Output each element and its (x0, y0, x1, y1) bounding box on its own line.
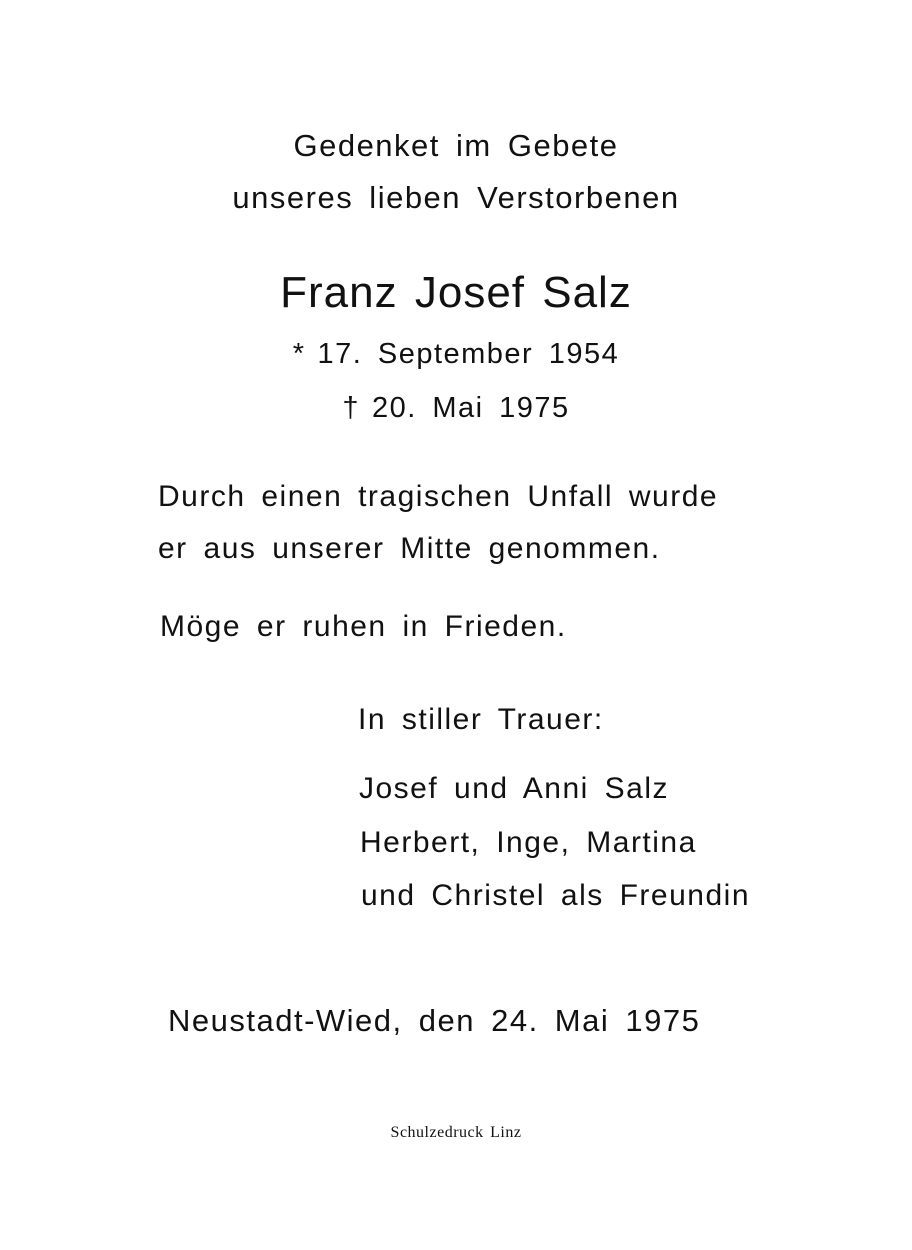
birth-star-icon: * (292, 338, 306, 370)
place-and-date: Neustadt-Wied, den 24. Mai 1975 (168, 1003, 701, 1038)
mourners-line-3: und Christel als Freundin (361, 879, 751, 912)
text-line-1: Durch einen tragischen Unfall wurde (158, 480, 719, 513)
text-line-3: Möge er ruhen in Frieden. (160, 610, 567, 643)
death-date: 20. Mai 1975 (371, 392, 570, 424)
death-date-line (0, 392, 912, 425)
printer-credit: Schulzedruck Linz (390, 1124, 522, 1141)
mourners-heading: In stiller Trauer: (358, 703, 604, 736)
mourners-line-2: Herbert, Inge, Martina (360, 826, 697, 859)
intro-line-2: unseres lieben Verstorbenen (232, 180, 680, 215)
intro-line-1: Gedenket im Gebete (293, 128, 619, 163)
death-cross-icon: † (342, 392, 360, 424)
birth-date-line (0, 338, 912, 371)
deceased-name: Franz Josef Salz (280, 268, 632, 317)
birth-date: 17. September 1954 (317, 338, 620, 370)
text-line-2: er aus unserer Mitte genommen. (158, 532, 661, 565)
mourners-line-1: Josef und Anni Salz (359, 772, 670, 805)
